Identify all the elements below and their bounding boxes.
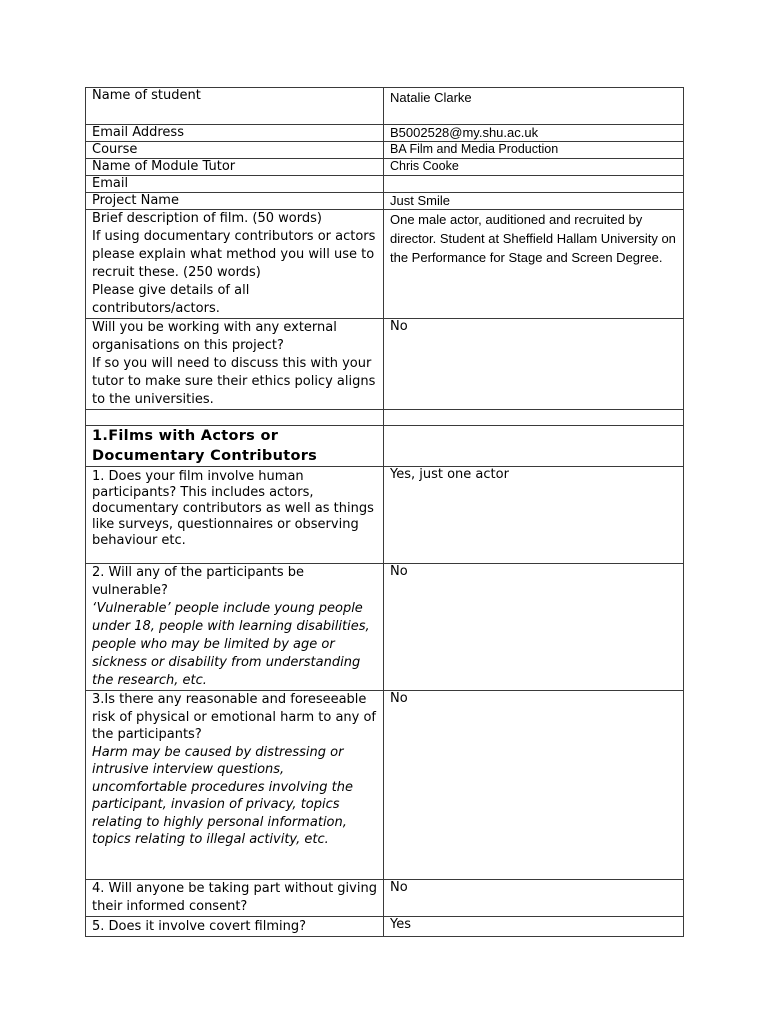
answer-text: No <box>390 691 408 706</box>
spacer-cell <box>384 410 684 426</box>
question-text: 1. Does your film involve human participants? This includes actors, documentary contributors as well as things like surveys, questionnaires or observing behaviour etc. <box>92 469 374 548</box>
label-line: Brief description of film. (50 words) <box>92 211 322 226</box>
value-brief-description <box>384 210 684 319</box>
label-line: Will you be working with any external organisations on this project? <box>92 320 337 353</box>
answer-text: No <box>390 564 408 579</box>
spacer-cell <box>86 410 384 426</box>
value-email-address <box>384 125 684 142</box>
row-section-heading <box>86 426 684 467</box>
row-module-tutor <box>86 159 684 176</box>
label-text: Email Address <box>92 125 184 140</box>
label-project-name <box>86 193 384 210</box>
question-1 <box>86 467 384 564</box>
label-text: Course <box>92 142 138 157</box>
row-email-address <box>86 125 684 142</box>
label-brief-description <box>86 210 384 319</box>
row-brief-description <box>86 210 684 319</box>
row-email <box>86 176 684 193</box>
answer-text: Yes <box>390 917 411 932</box>
value-text: No <box>390 319 408 334</box>
row-external-orgs <box>86 319 684 410</box>
answer-text: No <box>390 880 408 895</box>
question-text: 4. Will anyone be taking part without giving their informed consent? <box>92 881 377 914</box>
answer-2 <box>384 564 684 691</box>
label-text: Project Name <box>92 193 179 208</box>
value-project-name <box>384 193 684 210</box>
section-heading-text: 1.Films with Actors or Documentary Contributors <box>92 428 318 464</box>
question-text: 5. Does it involve covert filming? <box>92 919 307 934</box>
value-text: One male actor, auditioned and recruited by director. Student at Sheffield Hallam University on the Performance for Stage and Screen Degree. <box>390 212 676 265</box>
answer-1 <box>384 467 684 564</box>
value-text: Chris Cooke <box>390 159 459 173</box>
question-note: Harm may be caused by distressing or intrusive interview questions, uncomfortable procedures involving the participant, invasion of privacy, topics relating to highly personal information, topics relating to illegal activity, etc. <box>92 744 353 847</box>
label-external-orgs <box>86 319 384 410</box>
value-email <box>384 176 684 193</box>
label-text: Name of student <box>92 88 201 103</box>
question-5 <box>86 917 384 937</box>
label-line: Please give details of all contributors/actors. <box>92 283 250 316</box>
answer-3 <box>384 691 684 880</box>
value-text: BA Film and Media Production <box>390 142 559 156</box>
label-line: If using documentary contributors or actors please explain what method you will use to recruit these. (250 words) <box>92 229 376 280</box>
label-name-of-student <box>86 88 384 125</box>
answer-5 <box>384 917 684 937</box>
question-3 <box>86 691 384 880</box>
question-text: 3.Is there any reasonable and foreseeable risk of physical or emotional harm to any of the participants? <box>92 692 377 742</box>
label-text: Name of Module Tutor <box>92 159 236 174</box>
row-question-1 <box>86 467 684 564</box>
row-name-of-student <box>86 88 684 125</box>
section-heading-empty <box>384 426 684 467</box>
label-email-address <box>86 125 384 142</box>
row-project-name <box>86 193 684 210</box>
row-question-3 <box>86 691 684 880</box>
label-module-tutor <box>86 159 384 176</box>
value-module-tutor <box>384 159 684 176</box>
value-course <box>384 142 684 159</box>
value-text: Just Smile <box>390 193 450 208</box>
label-text: Email <box>92 176 129 191</box>
answer-4 <box>384 880 684 917</box>
question-text: 2. Will any of the participants be vulnerable? <box>92 565 304 598</box>
question-4 <box>86 880 384 917</box>
ethics-form-table <box>85 87 684 937</box>
row-question-5 <box>86 917 684 937</box>
label-course <box>86 142 384 159</box>
question-2 <box>86 564 384 691</box>
label-email <box>86 176 384 193</box>
value-external-orgs <box>384 319 684 410</box>
value-text: B5002528@my.shu.ac.uk <box>390 125 539 140</box>
value-name-of-student <box>384 88 684 125</box>
answer-text: Yes, just one actor <box>390 467 509 482</box>
section-heading <box>86 426 384 467</box>
row-question-2 <box>86 564 684 691</box>
row-course <box>86 142 684 159</box>
value-text: Natalie Clarke <box>390 90 472 105</box>
label-line: If so you will need to discuss this with your tutor to make sure their ethics policy aligns to the universities. <box>92 356 376 407</box>
question-note: ‘Vulnerable’ people include young people under 18, people with learning disabilities, people who may be limited by age or sickness or disability from understanding the research, etc. <box>92 601 370 688</box>
row-question-4 <box>86 880 684 917</box>
row-spacer <box>86 410 684 426</box>
